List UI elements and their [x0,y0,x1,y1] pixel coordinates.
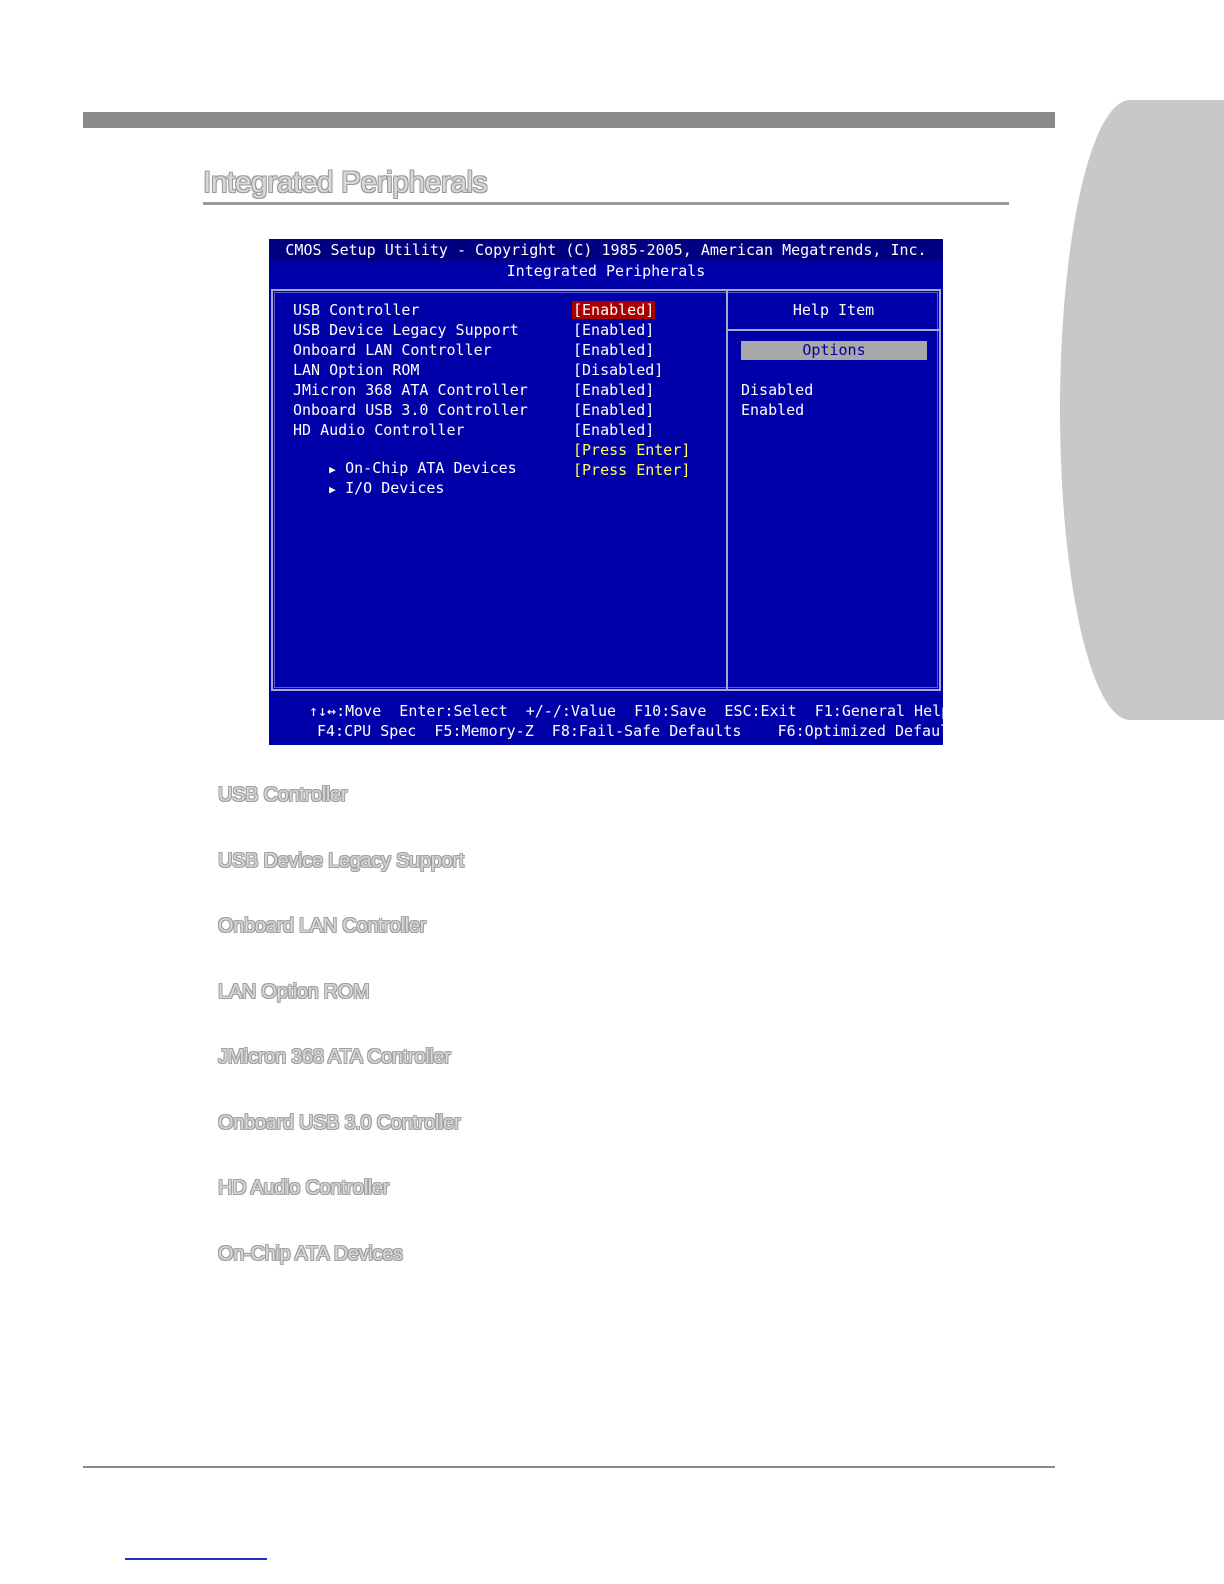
menu-value-hd-audio[interactable]: [Enabled] [573,421,655,439]
submenu-arrow-icon: ▶ [329,463,336,476]
menu-item-usb3[interactable]: Onboard USB 3.0 Controller [293,401,528,419]
bios-copyright: CMOS Setup Utility - Copyright (C) 1985-2005, American Megatrends, Inc. [285,241,927,259]
bios-screenshot [269,239,968,745]
label-onchip-ata: On-Chip ATA Devices [218,1243,403,1265]
option-enabled[interactable]: Enabled [741,401,805,419]
bios-divider [726,291,728,689]
menu-value-jmicron[interactable]: [Enabled] [573,381,655,399]
label-hd-audio: HD Audio Controller [218,1177,390,1199]
footer-rule [83,1466,1055,1468]
label-onboard-lan: Onboard LAN Controller [218,915,426,937]
menu-item-label: I/O Devices [345,479,445,497]
menu-item-usb-legacy[interactable]: USB Device Legacy Support [293,321,519,339]
label-usb3: Onboard USB 3.0 Controller [218,1112,461,1134]
label-jmicron: JMicron 368 ATA Controller [218,1046,451,1068]
menu-value-usb-controller[interactable]: [Enabled] [573,301,655,319]
title-rule [203,202,1009,205]
menu-item-io-devices[interactable] [293,461,444,515]
bios-subtitle: Integrated Peripherals [506,262,706,280]
menu-item-onboard-lan[interactable]: Onboard LAN Controller [293,341,492,359]
chapter-tab [1060,100,1224,720]
page-link-underline[interactable] [125,1558,267,1560]
help-divider [728,329,939,331]
header-bar [83,112,1055,128]
label-lan-option-rom: LAN Option ROM [218,981,370,1003]
menu-item-lan-option-rom[interactable]: LAN Option ROM [293,361,420,379]
menu-value-onboard-lan[interactable]: [Enabled] [573,341,655,359]
options-heading: Options [741,341,927,360]
help-title: Help Item [792,301,875,319]
option-disabled[interactable]: Disabled [741,381,814,399]
submenu-arrow-icon: ▶ [329,483,336,496]
menu-item-jmicron[interactable]: JMicron 368 ATA Controller [293,381,528,399]
bios-header [269,239,943,261]
section-title: Integrated Peripherals [203,166,488,199]
menu-value-onchip-ata[interactable]: [Press Enter] [573,441,691,459]
label-usb-controller: USB Controller [218,784,348,806]
menu-item-hd-audio[interactable]: HD Audio Controller [293,421,465,439]
menu-value-lan-option-rom[interactable]: [Disabled] [573,361,664,379]
bios-footer-line2: F4:CPU Spec F5:Memory-Z F8:Fail-Safe Defaults F6:Optimized Defaults [317,722,968,740]
menu-item-usb-controller[interactable]: USB Controller [293,301,420,319]
bios-footer-line1: ↑↓↔:Move Enter:Select +/-/:Value F10:Save ESC:Exit F1:General Help [309,702,951,720]
menu-value-usb-legacy[interactable]: [Enabled] [573,321,655,339]
menu-item-label: On-Chip ATA Devices [345,459,517,477]
menu-value-io-devices[interactable]: [Press Enter] [573,461,691,479]
menu-value-usb3[interactable]: [Enabled] [573,401,655,419]
label-usb-legacy: USB Device Legacy Support [218,850,464,872]
